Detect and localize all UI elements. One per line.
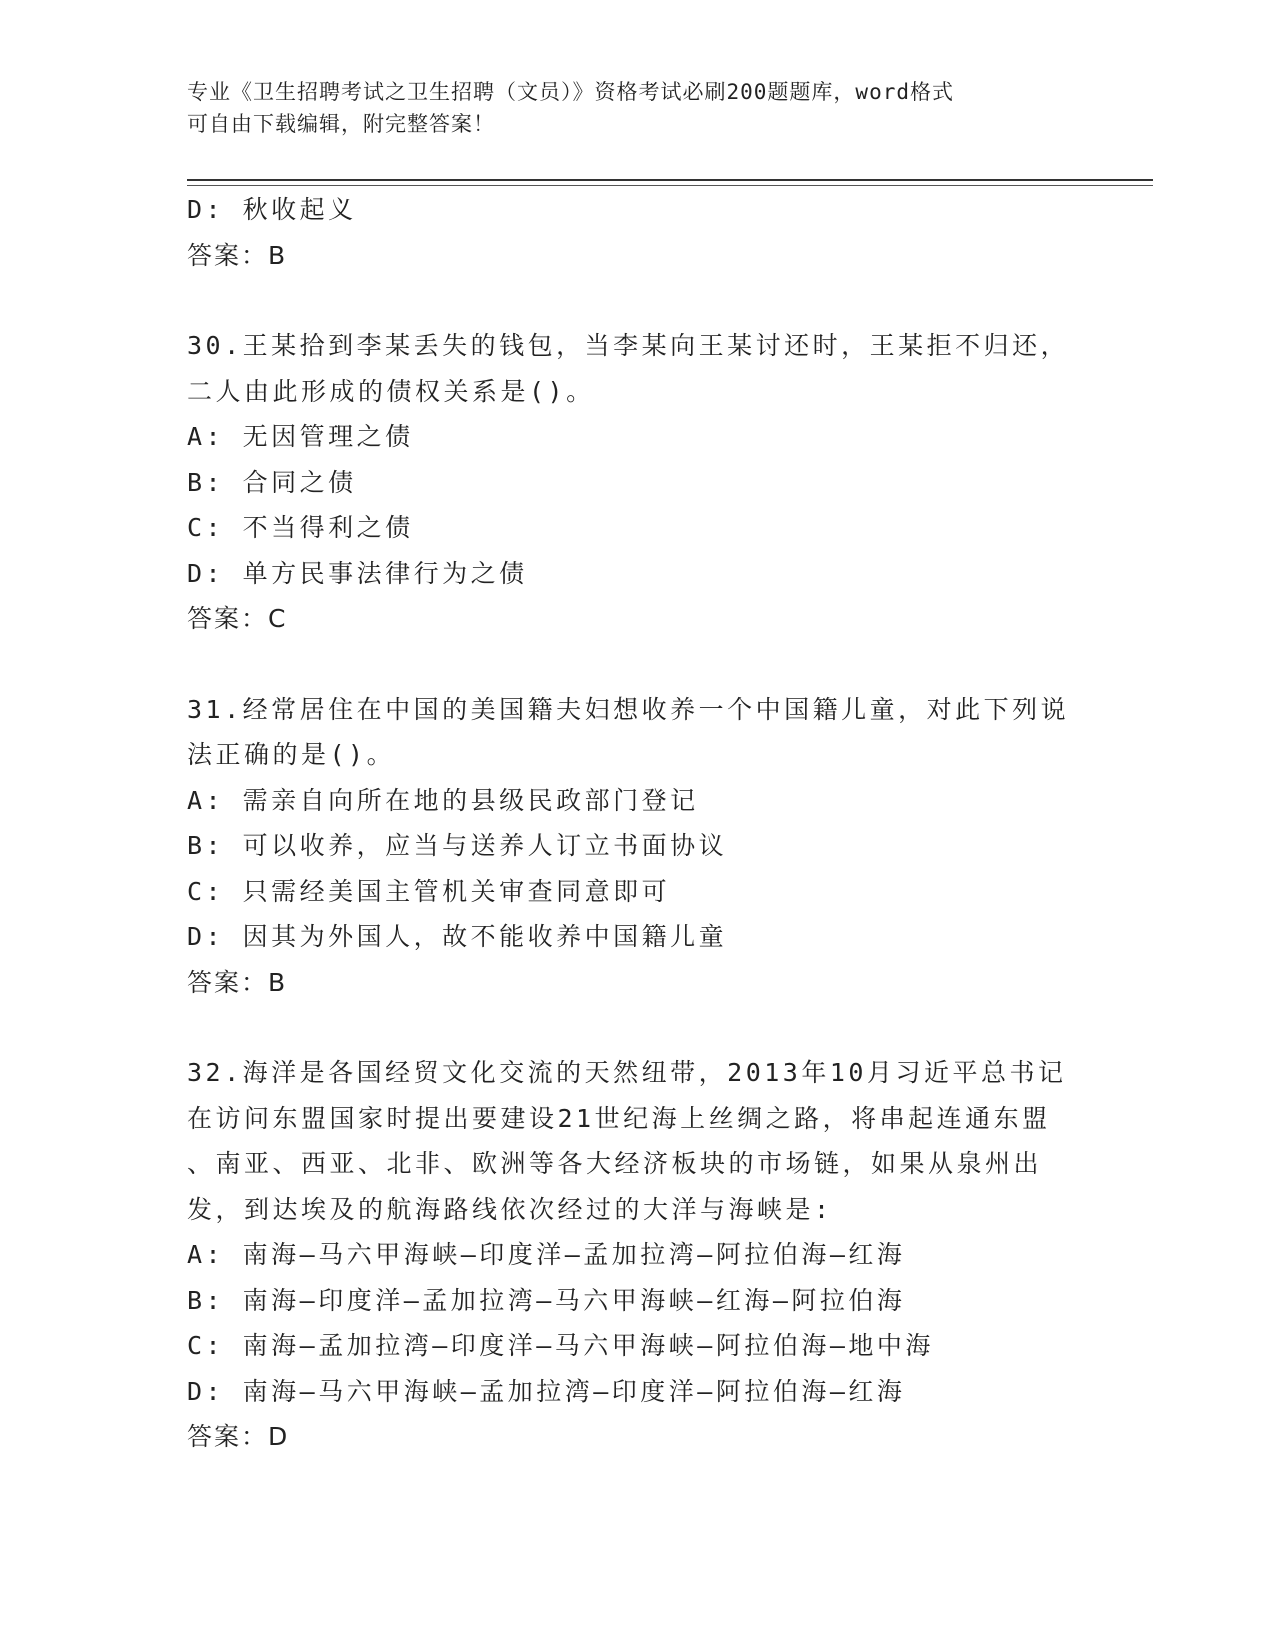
question-stem: 31.经常居住在中国的美国籍夫妇想收养一个中国籍儿童，对此下列说 (187, 694, 1070, 724)
option-a: A: 无因管理之债 (187, 422, 414, 451)
option-b: B: 合同之债 (187, 467, 357, 497)
question-stem: 在访问东盟国家时提出要建设21世纪海上丝绸之路，将串起连通东盟 (187, 1103, 1051, 1133)
option-b: B: 南海—印度洋—孟加拉湾—马六甲海峡—红海—阿拉伯海 (187, 1285, 906, 1315)
question-32 (187, 1050, 1087, 1460)
option-c: C: 南海—孟加拉湾—印度洋—马六甲海峡—阿拉伯海—地中海 (187, 1331, 934, 1360)
document-header (187, 76, 1067, 140)
question-stem: 32.海洋是各国经贸文化交流的天然纽带，2013年10月习近平总书记 (187, 1058, 1067, 1087)
option-d: D: 因其为外国人，故不能收养中国籍儿童 (187, 922, 728, 951)
option-a: A: 南海—马六甲海峡—印度洋—孟加拉湾—阿拉伯海—红海 (187, 1240, 906, 1269)
option-c: C: 只需经美国主管机关审查同意即可 (187, 876, 671, 906)
option-c: C: 不当得利之债 (187, 513, 414, 542)
answer-line: 答案：C (187, 604, 288, 633)
header-divider-thick (187, 179, 1153, 181)
option-d: D: 单方民事法律行为之债 (187, 558, 528, 588)
answer-line: 答案：B (187, 967, 288, 997)
question-29-tail (187, 187, 1087, 278)
header-divider-thin (187, 185, 1153, 186)
option-d: D: 南海—马六甲海峡—孟加拉湾—印度洋—阿拉伯海—红海 (187, 1376, 906, 1406)
option-d: D: 秋收起义 (187, 195, 357, 224)
question-stem: 、南亚、西亚、北非、欧洲等各大经济板块的市场链，如果从泉州出 (187, 1149, 1043, 1178)
question-stem: 30.王某拾到李某丢失的钱包，当李某向王某讨还时，王某拒不归还， (187, 331, 1070, 360)
header-line-2: 可自由下载编辑，附完整答案！ (187, 112, 495, 136)
question-stem: 法正确的是()。 (187, 740, 396, 769)
answer-line: 答案：B (187, 240, 288, 270)
answer-line: 答案：D (187, 1422, 290, 1451)
question-30 (187, 323, 1087, 642)
option-b: B: 可以收养，应当与送养人订立书面协议 (187, 831, 728, 860)
header-line-1: 专业《卫生招聘考试之卫生招聘（文员）》资格考试必刷200题题库，word格式 (187, 80, 954, 104)
question-stem: 发，到达埃及的航海路线依次经过的大洋与海峡是: (187, 1194, 833, 1224)
question-31 (187, 687, 1087, 1006)
question-stem: 二人由此形成的债权关系是()。 (187, 376, 595, 406)
option-a: A: 需亲自向所在地的县级民政部门登记 (187, 785, 699, 815)
document-body (187, 187, 1087, 1460)
